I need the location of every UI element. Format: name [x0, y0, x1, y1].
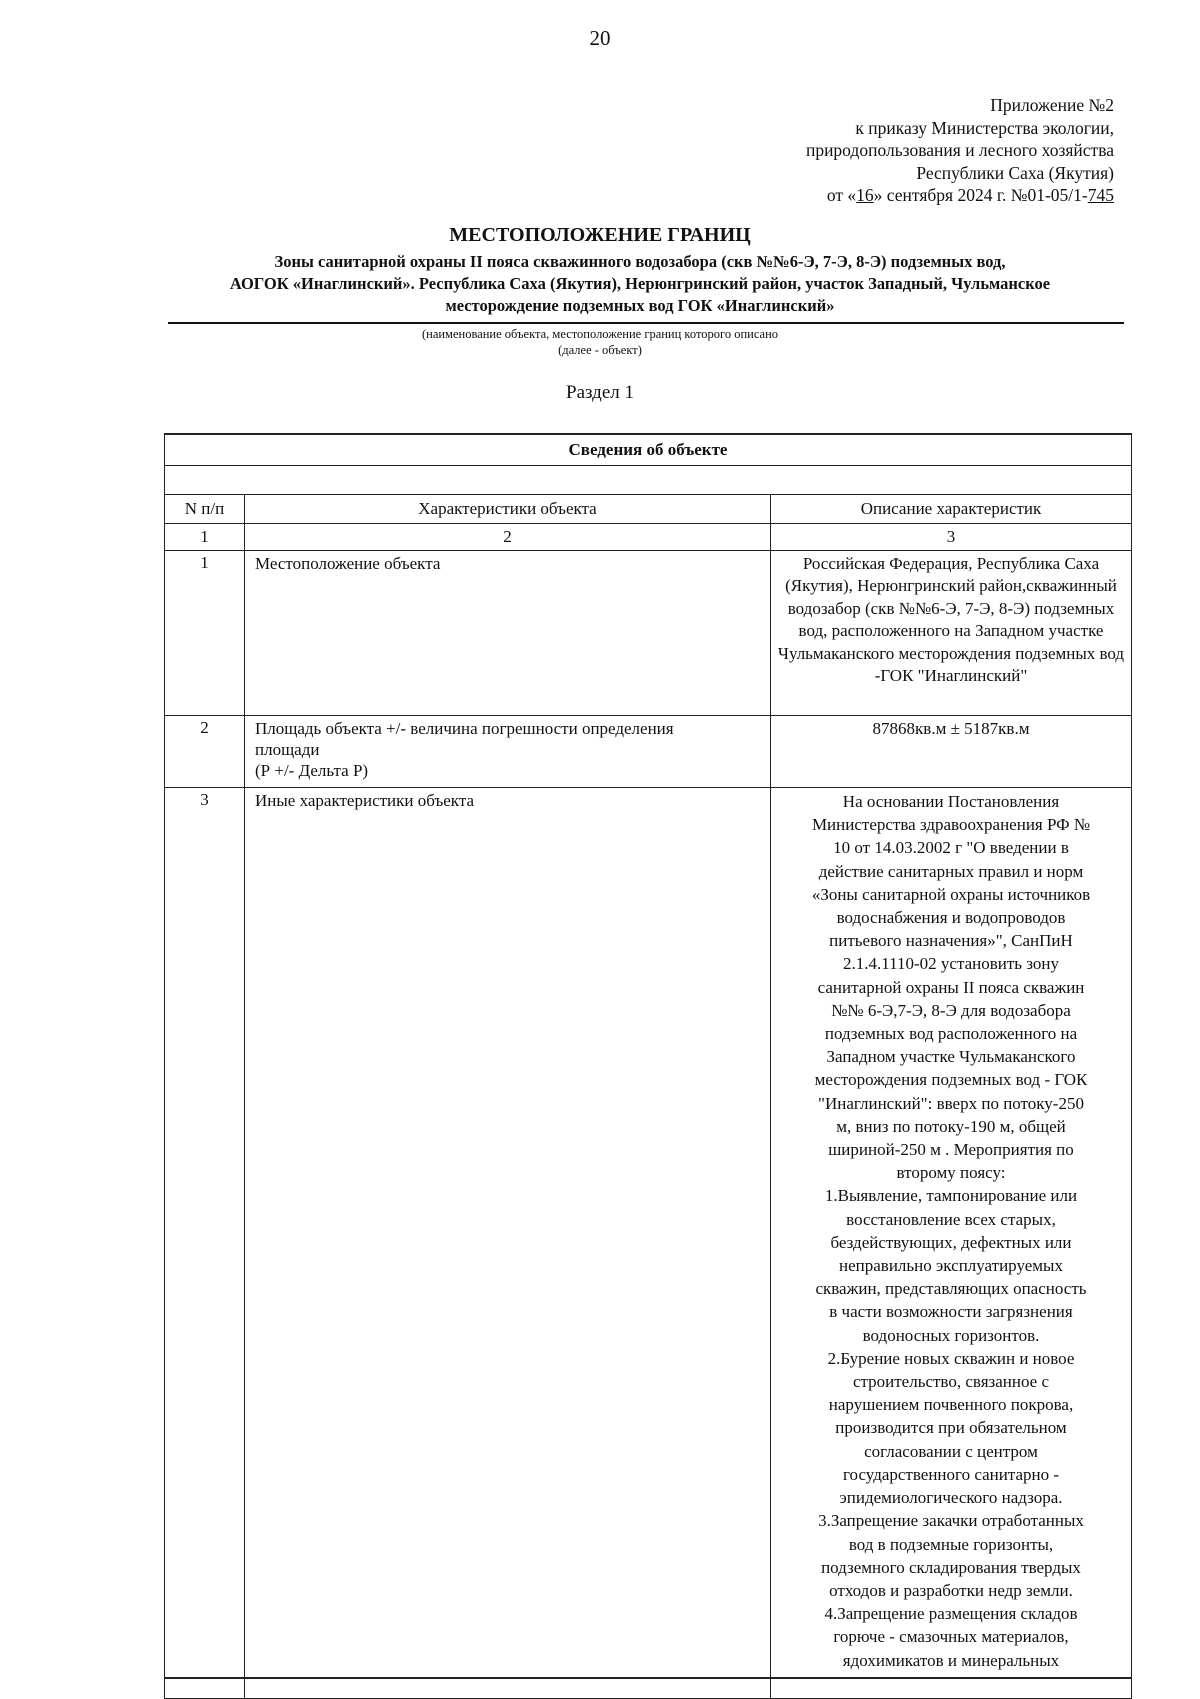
object-info-table — [164, 433, 1132, 1699]
column-number-row — [165, 524, 1132, 551]
description-line: подземных вод расположенного на — [824, 1024, 1078, 1044]
column-number: 2 — [245, 524, 771, 551]
header-description: Описание характеристик — [771, 495, 1132, 524]
row-description: 87868кв.м ± 5187кв.м — [771, 716, 1132, 788]
object-name-line: АОГОК «Инаглинский». Республика Саха (Якутия), Нерюнгринский район, участок Западный, Чульманское — [229, 274, 1051, 293]
table-caption: Сведения об объекте — [165, 434, 1132, 466]
characteristic-line: Площадь объекта +/- величина погрешности определения — [255, 719, 674, 738]
row-characteristic: Иные характеристики объекта — [245, 788, 771, 1699]
description-line: отходов и разработки недр земли. — [829, 1580, 1073, 1600]
description-line: «Зоны санитарной охраны источников — [811, 884, 1091, 904]
description-line: в части возможности загрязнения — [829, 1302, 1073, 1322]
description-line: вод в подземные горизонты, — [848, 1534, 1054, 1554]
description-line: месторождения подземных вод - ГОК — [814, 1070, 1088, 1090]
table-bottom-border — [164, 1677, 1131, 1679]
table-row — [165, 788, 1132, 1699]
description-line: второму поясу: — [896, 1163, 1006, 1183]
description-line: скважин, представляющих опасность — [815, 1279, 1087, 1299]
characteristic-line: площади — [255, 740, 320, 759]
description-line: эпидемиологического надзора. — [839, 1488, 1063, 1508]
order-middle: » сентября 2024 г. №01-05/1- — [873, 185, 1088, 205]
row-number: 1 — [165, 551, 245, 716]
header-characteristic: Характеристики объекта — [245, 495, 771, 524]
description-line: Западном участке Чульмаканского — [826, 1047, 1076, 1067]
description-line: водоносных горизонтов. — [862, 1325, 1040, 1345]
header-num: N п/п — [165, 495, 245, 524]
caption-line: (наименование объекта, местоположение границ которого описано — [421, 327, 779, 341]
description-line: водоснабжения и водопроводов — [836, 908, 1066, 928]
description-line: восстановление всех старых, — [846, 1209, 1056, 1229]
characteristic-line: (Р +/- Дельта Р) — [255, 761, 369, 780]
row-description: Российская Федерация, Республика Саха (Якутия), Нерюнгринский район,скважинный водозабор (скв №№6-Э, 7-Э, 8-Э) подземных вод, расположенного на Западном участке Чульмаканского месторождения подземных вод -ГОК "Инаглинский" — [771, 551, 1132, 716]
row-characteristic: Местоположение объекта — [245, 551, 771, 716]
title-underline — [168, 322, 1124, 324]
description-line: питьевого назначения»", СанПиН — [829, 931, 1073, 951]
description-line: 4.Запрещение размещения складов — [824, 1604, 1078, 1624]
row-characteristic — [245, 716, 771, 788]
table-header-row — [165, 495, 1132, 524]
object-name-line: Зоны санитарной охраны II пояса скважинного водозабора (скв №№6-Э, 7-Э, 8-Э) подземных вод, — [274, 252, 1006, 271]
description-line: неправильно эксплуатируемых — [839, 1256, 1063, 1276]
column-number: 1 — [165, 524, 245, 551]
object-name — [120, 251, 1160, 317]
description-line: "Инаглинский": вверх по потоку-250 — [818, 1093, 1084, 1113]
description-line: 10 от 14.03.2002 г "О введении в — [833, 838, 1069, 858]
description-line: бездействующих, дефектных или — [830, 1232, 1072, 1252]
description-line: строительство, связанное с — [852, 1372, 1050, 1392]
table-row — [165, 716, 1132, 788]
appendix-header — [806, 94, 1114, 207]
row-number: 3 — [165, 788, 245, 1699]
description-line: На основании Постановления — [842, 792, 1060, 811]
appendix-republic: Республики Саха (Якутия) — [916, 162, 1114, 183]
description-line: м, вниз по потоку-190 м, общей — [836, 1116, 1066, 1136]
document-title: МЕСТОПОЛОЖЕНИЕ ГРАНИЦ — [449, 224, 751, 246]
description-line: ядохимикатов и минеральных — [842, 1650, 1060, 1670]
table-caption-row — [165, 434, 1132, 466]
description-line: 3.Запрещение закачки отработанных — [818, 1511, 1084, 1531]
description-line: нарушением почвенного покрова, — [828, 1395, 1074, 1415]
description-line: государственного санитарно - — [842, 1464, 1060, 1484]
order-day: 16 — [856, 185, 874, 205]
description-line: Министерства здравоохранения РФ № — [811, 815, 1091, 835]
row-number: 2 — [165, 716, 245, 788]
description-line: действие санитарных правил и норм — [818, 861, 1084, 881]
object-caption — [0, 326, 1200, 358]
row-description — [771, 788, 1132, 1699]
appendix-title: Приложение №2 — [990, 95, 1114, 115]
description-line: согласовании с центром — [864, 1441, 1038, 1461]
caption-line: (далее - объект) — [558, 343, 642, 357]
description-line: 2.1.4.1110-02 установить зону — [843, 954, 1059, 974]
column-number: 3 — [771, 524, 1132, 551]
table-blank-row — [165, 466, 1132, 495]
order-number: 745 — [1087, 185, 1114, 205]
description-line: подземного складирования твердых — [821, 1557, 1081, 1577]
table-row — [165, 551, 1132, 716]
description-line: шириной-250 м . Мероприятия по — [828, 1140, 1074, 1160]
description-line: производится при обязательном — [835, 1418, 1067, 1438]
description-line: санитарной охраны II пояса скважин — [817, 977, 1085, 997]
page-number: 20 — [589, 26, 611, 50]
appendix-order-ref: к приказу Министерства экологии, — [855, 117, 1114, 138]
object-name-line: месторождение подземных вод ГОК «Инаглинский» — [445, 296, 835, 315]
description-line: №№ 6-Э,7-Э, 8-Э для водозабора — [831, 1000, 1071, 1020]
order-date-number — [806, 184, 1114, 207]
appendix-ministry: природопользования и лесного хозяйства — [805, 140, 1114, 160]
description-line: 2.Бурение новых скважин и новое — [827, 1348, 1075, 1368]
description-line: горюче - смазочных материалов, — [833, 1627, 1069, 1647]
section-label: Раздел 1 — [566, 382, 634, 403]
order-prefix: от « — [826, 185, 857, 205]
description-line: 1.Выявление, тампонирование или — [824, 1186, 1078, 1206]
